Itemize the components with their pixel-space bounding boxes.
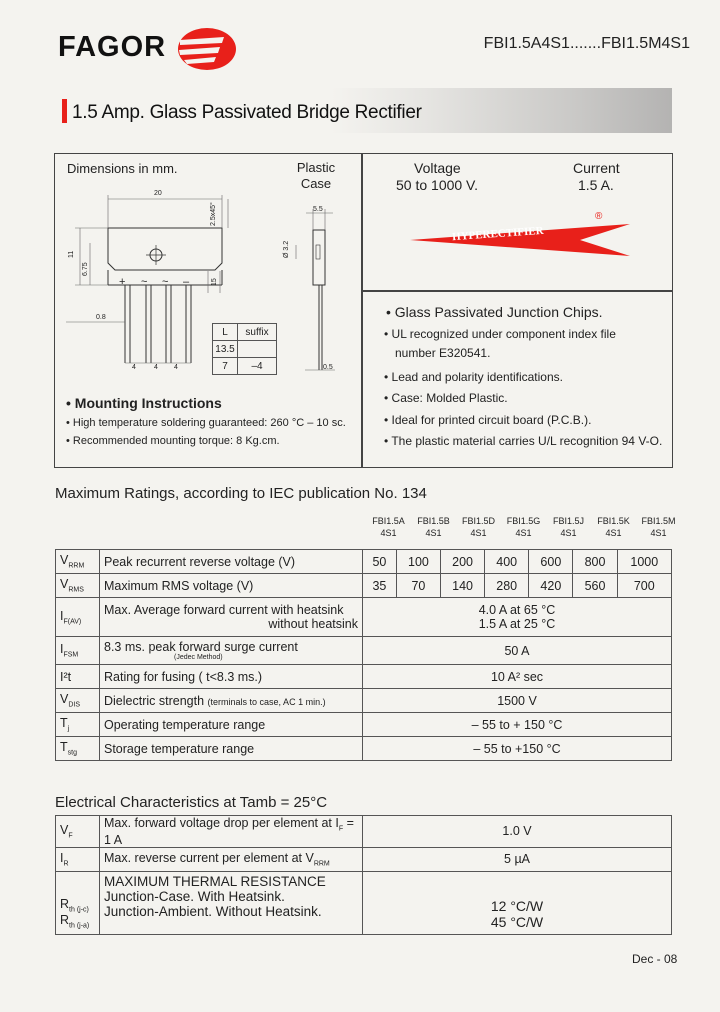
feature-3: • Case: Molded Plastic. xyxy=(384,391,508,405)
feature-1b: number E320541. xyxy=(395,346,491,360)
elec-table xyxy=(55,815,672,935)
vf-val: 1.0 V xyxy=(363,816,672,848)
part-column-headers xyxy=(366,515,681,539)
ifav-symbol: $I_{F(AV)}$ xyxy=(56,598,100,637)
package-drawing xyxy=(60,185,350,380)
ifsm-desc: 8.3 ms. peak forward surge current (Jedec Method) xyxy=(100,637,363,665)
suffix-r1c2 xyxy=(238,341,277,358)
tstg-val: – 55 to +150 °C xyxy=(363,737,672,761)
table-row xyxy=(56,847,672,871)
vrms-symbol: $V_{RMS}$ xyxy=(56,574,100,598)
col-header: FBI1.5K 4S1 xyxy=(597,516,630,538)
ir-val: 5 µA xyxy=(363,847,672,871)
vdis-desc: Dielectric strength (terminals to case, AC 1 min.) xyxy=(100,689,363,713)
title-accent-bar xyxy=(62,99,67,123)
registered-mark: ® xyxy=(595,211,603,222)
thermal-symbols: $R_{th (j-c)}$ $R_{th (j-a)}$ xyxy=(56,871,100,934)
table-row xyxy=(56,574,672,598)
case-label-1: Plastic xyxy=(296,160,336,175)
feature-5: • The plastic material carries U/L recognition 94 V-O. xyxy=(384,434,663,448)
part-range: FBI1.5A4S1.......FBI1.5M4S1 xyxy=(483,35,690,52)
date-stamp: Dec - 08 xyxy=(632,952,678,966)
i2t-val: 10 A² sec xyxy=(363,665,672,689)
tj-symbol: $T_j$ xyxy=(56,713,100,737)
thermal-desc: MAXIMUM THERMAL RESISTANCE Junction-Case. With Heatsink. Junction-Ambient. Without Heatsink. xyxy=(100,871,363,934)
tj-val: – 55 to + 150 °C xyxy=(363,713,672,737)
lead-minus: – xyxy=(183,276,190,288)
lead-tilde-1: ~ xyxy=(141,276,148,288)
table-row xyxy=(56,871,672,934)
ifsm-symbol: $I_{FSM}$ xyxy=(56,637,100,665)
suffix-h2: suffix xyxy=(238,324,277,341)
thermal-vals: 12 °C/W 45 °C/W xyxy=(363,871,672,934)
lead-plus: + xyxy=(119,276,126,288)
vrms-val: 420 xyxy=(529,574,573,598)
suffix-r2c1: 7 xyxy=(213,358,238,375)
table-row xyxy=(56,713,672,737)
vf-symbol: $V_F$ xyxy=(56,816,100,848)
dim-5-5: 5.5 xyxy=(313,206,323,213)
vdis-symbol: $V_{DIS}$ xyxy=(56,689,100,713)
vrrm-val: 50 xyxy=(363,550,397,574)
dimensions-label: Dimensions in mm. xyxy=(67,161,178,176)
vrms-val: 140 xyxy=(441,574,485,598)
vf-desc: Max. forward voltage drop per element at $I_F = 1$ A xyxy=(100,816,363,848)
vdis-val: 1500 V xyxy=(363,689,672,713)
ifsm-val: 50 A xyxy=(363,637,672,665)
vrrm-desc: Peak recurrent reverse voltage (V) xyxy=(100,550,363,574)
dim-15: 15 xyxy=(211,278,218,286)
vrms-val: 560 xyxy=(573,574,617,598)
case-label-2: Case xyxy=(300,176,332,191)
suffix-table xyxy=(212,323,277,375)
suffix-r2c2: –4 xyxy=(238,358,277,375)
suffix-h1: L xyxy=(213,324,238,341)
voltage-label: Voltage xyxy=(414,160,461,176)
dim-4b: 4 xyxy=(154,364,158,371)
mounting-item-2: • Recommended mounting torque: 8 Kg.cm. xyxy=(66,435,280,447)
tstg-desc: Storage temperature range xyxy=(100,737,363,761)
table-row xyxy=(56,737,672,761)
max-ratings-table xyxy=(55,549,672,761)
vrms-desc: Maximum RMS voltage (V) xyxy=(100,574,363,598)
col-header: FBI1.5J 4S1 xyxy=(552,516,584,538)
vrrm-val: 800 xyxy=(573,550,617,574)
max-ratings-title: Maximum Ratings, according to IEC publication No. 134 xyxy=(55,485,427,502)
current-label: Current xyxy=(573,160,620,176)
vrrm-val: 600 xyxy=(529,550,573,574)
ir-symbol: $I_R$ xyxy=(56,847,100,871)
dim-4a: 4 xyxy=(132,364,136,371)
lead-tilde-2: ~ xyxy=(162,276,169,288)
i2t-desc: Rating for fusing ( t<8.3 ms.) xyxy=(100,665,363,689)
vrms-val: 70 xyxy=(396,574,440,598)
features-title: • Glass Passivated Junction Chips. xyxy=(386,304,603,320)
page-title: 1.5 Amp. Glass Passivated Bridge Rectifier xyxy=(72,102,422,123)
vrms-val: 35 xyxy=(363,574,397,598)
vrrm-val: 400 xyxy=(485,550,529,574)
feature-2: • Lead and polarity identifications. xyxy=(384,370,563,384)
dim-4c: 4 xyxy=(174,364,178,371)
hyperectifier-text: HYPERECTIFIER xyxy=(451,224,544,244)
table-row xyxy=(56,665,672,689)
col-header: FBI1.5M 4S1 xyxy=(641,516,676,538)
table-row xyxy=(56,637,672,665)
mounting-title: • Mounting Instructions xyxy=(66,395,222,411)
voltage-value: 50 to 1000 V. xyxy=(396,177,479,193)
hyperectifier-badge-icon xyxy=(410,218,640,260)
mounting-item-1: • High temperature soldering guaranteed: 260 °C – 10 sc. xyxy=(66,417,346,429)
tstg-symbol: $T_{stg}$ xyxy=(56,737,100,761)
tj-desc: Operating temperature range xyxy=(100,713,363,737)
ir-desc: Max. reverse current per element at $V_{RRM}$ xyxy=(100,847,363,871)
table-row xyxy=(56,816,672,848)
col-header: FBI1.5A 4S1 xyxy=(372,516,405,538)
brand-logo-text: FAGOR xyxy=(58,31,167,63)
table-row xyxy=(56,598,672,637)
ifav-val: 4.0 A at 65 °C 1.5 A at 25 °C xyxy=(363,598,672,637)
vrrm-val: 100 xyxy=(396,550,440,574)
vrrm-symbol: $V_{RRM}$ xyxy=(56,550,100,574)
dim-20: 20 xyxy=(154,190,162,197)
dim-0-5: 0.5 xyxy=(323,364,333,371)
vrrm-val: 1000 xyxy=(617,550,671,574)
vrrm-val: 200 xyxy=(441,550,485,574)
col-header: FBI1.5B 4S1 xyxy=(417,516,450,538)
dim-3-2: Ø 3.2 xyxy=(283,240,290,258)
dim-2-5x45: 2.5x45° xyxy=(210,202,217,226)
elec-title: Electrical Characteristics at Tamb = 25°C xyxy=(55,794,328,811)
table-row xyxy=(56,689,672,713)
suffix-r1c1: 13.5 xyxy=(213,341,238,358)
feature-1: • UL recognized under component index file xyxy=(384,327,616,341)
i2t-symbol: I²t xyxy=(56,665,100,689)
ifav-desc: Max. Average forward current with heatsink without heatsink xyxy=(100,598,363,637)
current-value: 1.5 A. xyxy=(578,177,614,193)
table-row xyxy=(56,550,672,574)
feature-4: • Ideal for printed circuit board (P.C.B.). xyxy=(384,413,592,427)
col-header: FBI1.5G 4S1 xyxy=(506,516,541,538)
vrms-val: 700 xyxy=(617,574,671,598)
col-header: FBI1.5D 4S1 xyxy=(461,516,495,538)
fagor-logo-icon xyxy=(176,26,238,72)
dim-11: 11 xyxy=(68,250,75,258)
dim-0-8: 0.8 xyxy=(96,314,106,321)
vrms-val: 280 xyxy=(485,574,529,598)
dim-6-75: 6.75 xyxy=(82,262,89,276)
